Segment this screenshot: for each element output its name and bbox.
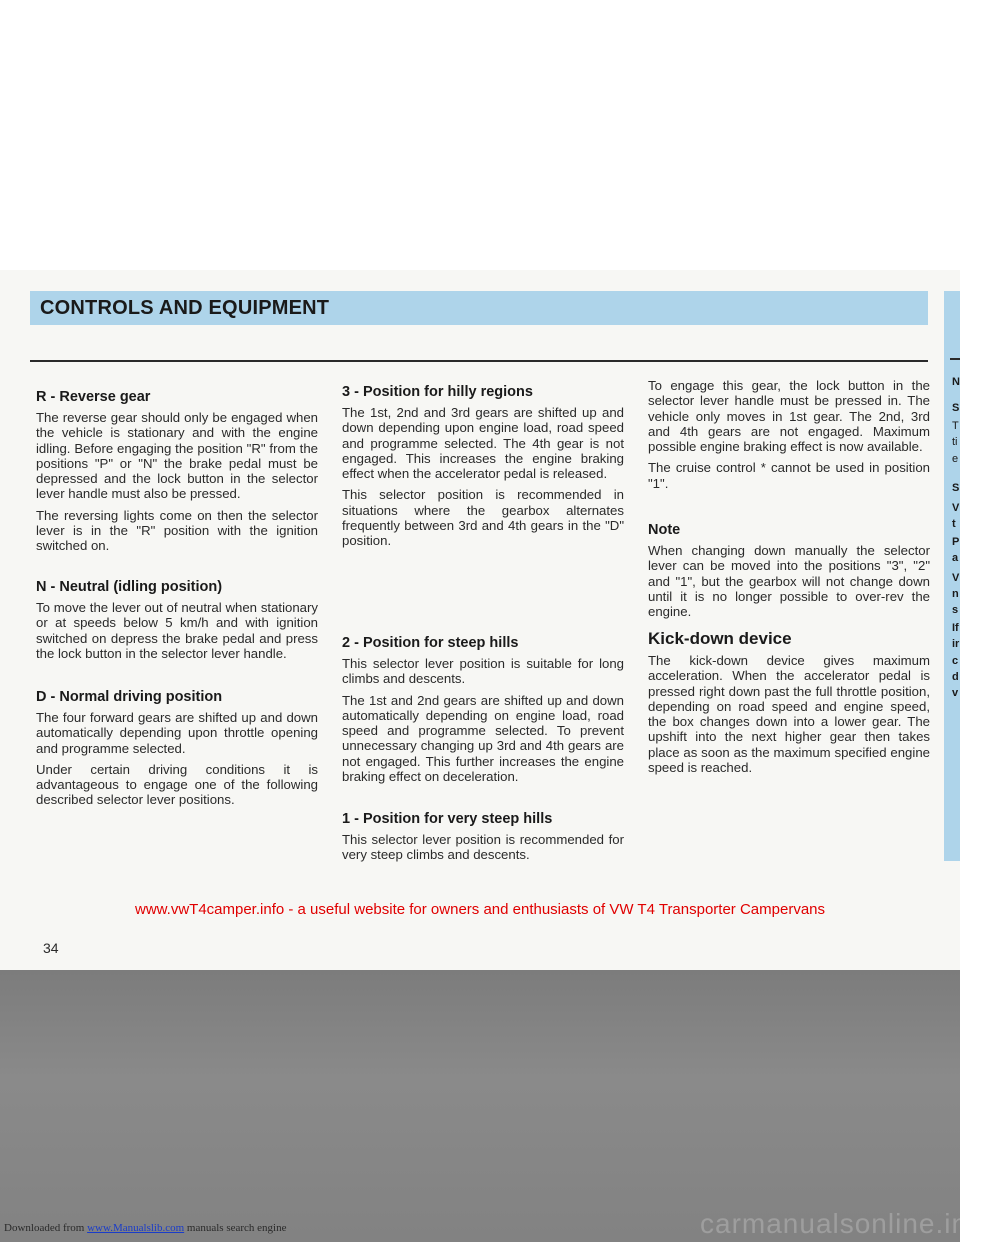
hilly-regions-heading: 3 - Position for hilly regions: [342, 384, 533, 400]
edge-letter: S: [952, 482, 960, 494]
page-number: 34: [43, 940, 59, 956]
edge-letter: P: [952, 536, 960, 548]
edge-letter: a: [952, 552, 959, 564]
first-gear-text: To engage this gear, the lock button in the selector lever handle must be pressed in. The vehicle only moves in 1st gear. The 2nd, 3rd and 4th gears are not engaged. Maximum possible engine braking effect is now available.: [648, 378, 930, 455]
drive-text: The four forward gears are shifted up and down automatically depending upon throttle opening and programme selected.: [36, 710, 318, 756]
download-prefix: Downloaded from: [4, 1222, 88, 1234]
edge-letter: N: [952, 376, 960, 388]
note-section: [648, 521, 930, 619]
edge-letter: d: [952, 671, 959, 683]
edge-letter: s: [952, 604, 959, 616]
hilly-regions-section: [342, 383, 624, 549]
note-heading: Note: [648, 522, 681, 538]
manualslib-link[interactable]: www.Manualslib.com: [87, 1222, 185, 1234]
website-note[interactable]: www.vwT4camper.info - a useful website for owners and enthusiasts of VW T4 Transporter Campervans: [134, 901, 826, 918]
edge-letter: e: [952, 453, 959, 465]
drive-advantage-text: Under certain driving conditions it is advantageous to engage one of the following described selector lever positions.: [36, 761, 318, 808]
steep-hills-section: [342, 634, 624, 784]
very-steep-hills-section: [342, 810, 624, 863]
section-title: CONTROLS AND EQUIPMENT: [40, 297, 330, 319]
edge-letter: If: [952, 622, 959, 634]
cruise-control-text: The cruise control * cannot be used in position "1".: [648, 460, 930, 491]
hilly-regions-text: The 1st, 2nd and 3rd gears are shifted up and down depending upon engine load, road speed and programme selected. The 4th gear is not engaged. This increases the engine braking effect when the accelerator pedal is released.: [342, 405, 624, 482]
next-page-edge-rule: [950, 358, 960, 360]
drive-section: [36, 688, 318, 808]
edge-letter: ir: [952, 638, 960, 650]
steep-hills-text: This selector lever position is suitable for long climbs and descents.: [342, 656, 624, 687]
kick-down-heading: Kick-down device: [648, 629, 792, 648]
edge-letter: v: [952, 687, 959, 699]
steep-hills-heading: 2 - Position for steep hills: [342, 635, 519, 651]
kick-down-section: [648, 628, 930, 775]
first-gear-section: [648, 378, 930, 491]
note-text: When changing down manually the selector lever can be moved into the positions "3", "2" and "1", but the gearbox will not change down until it is no longer possible to over-rev the engine.: [648, 543, 930, 620]
edge-letter: ti: [952, 436, 958, 448]
reverse-gear-heading: R - Reverse gear: [36, 389, 151, 405]
edge-letter: t: [952, 518, 956, 530]
edge-letter: T: [952, 420, 959, 432]
neutral-text: To move the lever out of neutral when stationary or at speeds below 5 km/h and with ignition switched on depress the brake pedal and press the lock button in the selector lever handle.: [36, 600, 318, 661]
header-rule: [30, 360, 928, 362]
edge-letter: n: [952, 588, 959, 600]
edge-letter: V: [952, 572, 960, 584]
download-credit: [4, 1222, 286, 1234]
very-steep-hills-heading: 1 - Position for very steep hills: [342, 811, 553, 827]
neutral-heading: N - Neutral (idling position): [36, 579, 223, 595]
hilly-regions-recommendation: This selector position is recommended in situations where the gearbox alternates frequently between 3rd and 4th gears in the "D" position.: [342, 487, 624, 549]
watermark: carmanualsonline.info: [700, 1208, 993, 1239]
edge-letter: S: [952, 402, 960, 414]
reverse-gear-text: The reverse gear should only be engaged when the vehicle is stationary and with the engine idling. Before engaging the position "R" from the positions "P" or "N" the brake pedal must be depressed and the lock button in the selector lever handle must also be pressed.: [36, 410, 318, 502]
kick-down-text: The kick-down device gives maximum acceleration. When the accelerator pedal is pressed right down past the full throttle position, depending on road speed and engine speed, the box changes down into a lower gear. The upshift into the next higher gear then takes place as soon as the maximum specified engine speed is reached.: [648, 653, 930, 776]
edge-letter: V: [952, 502, 960, 514]
reverse-gear-section: [36, 388, 318, 554]
reversing-lights-text: The reversing lights come on then the selector lever is in the "R" position with the ignition switched on.: [36, 507, 318, 554]
scan-background: [0, 970, 960, 1242]
very-steep-hills-text: This selector lever position is recommended for very steep climbs and descents.: [342, 832, 624, 863]
neutral-section: [36, 578, 318, 661]
download-suffix: manuals search engine: [184, 1222, 287, 1234]
steep-hills-detail: The 1st and 2nd gears are shifted up and down automatically depending on engine load, road speed and programme selected. To prevent unnecessary changing up 3rd and 4th gears are not engaged. This further increases the engine braking effect on deceleration.: [342, 692, 624, 785]
edge-letter: c: [952, 655, 959, 667]
drive-heading: D - Normal driving position: [36, 689, 223, 705]
